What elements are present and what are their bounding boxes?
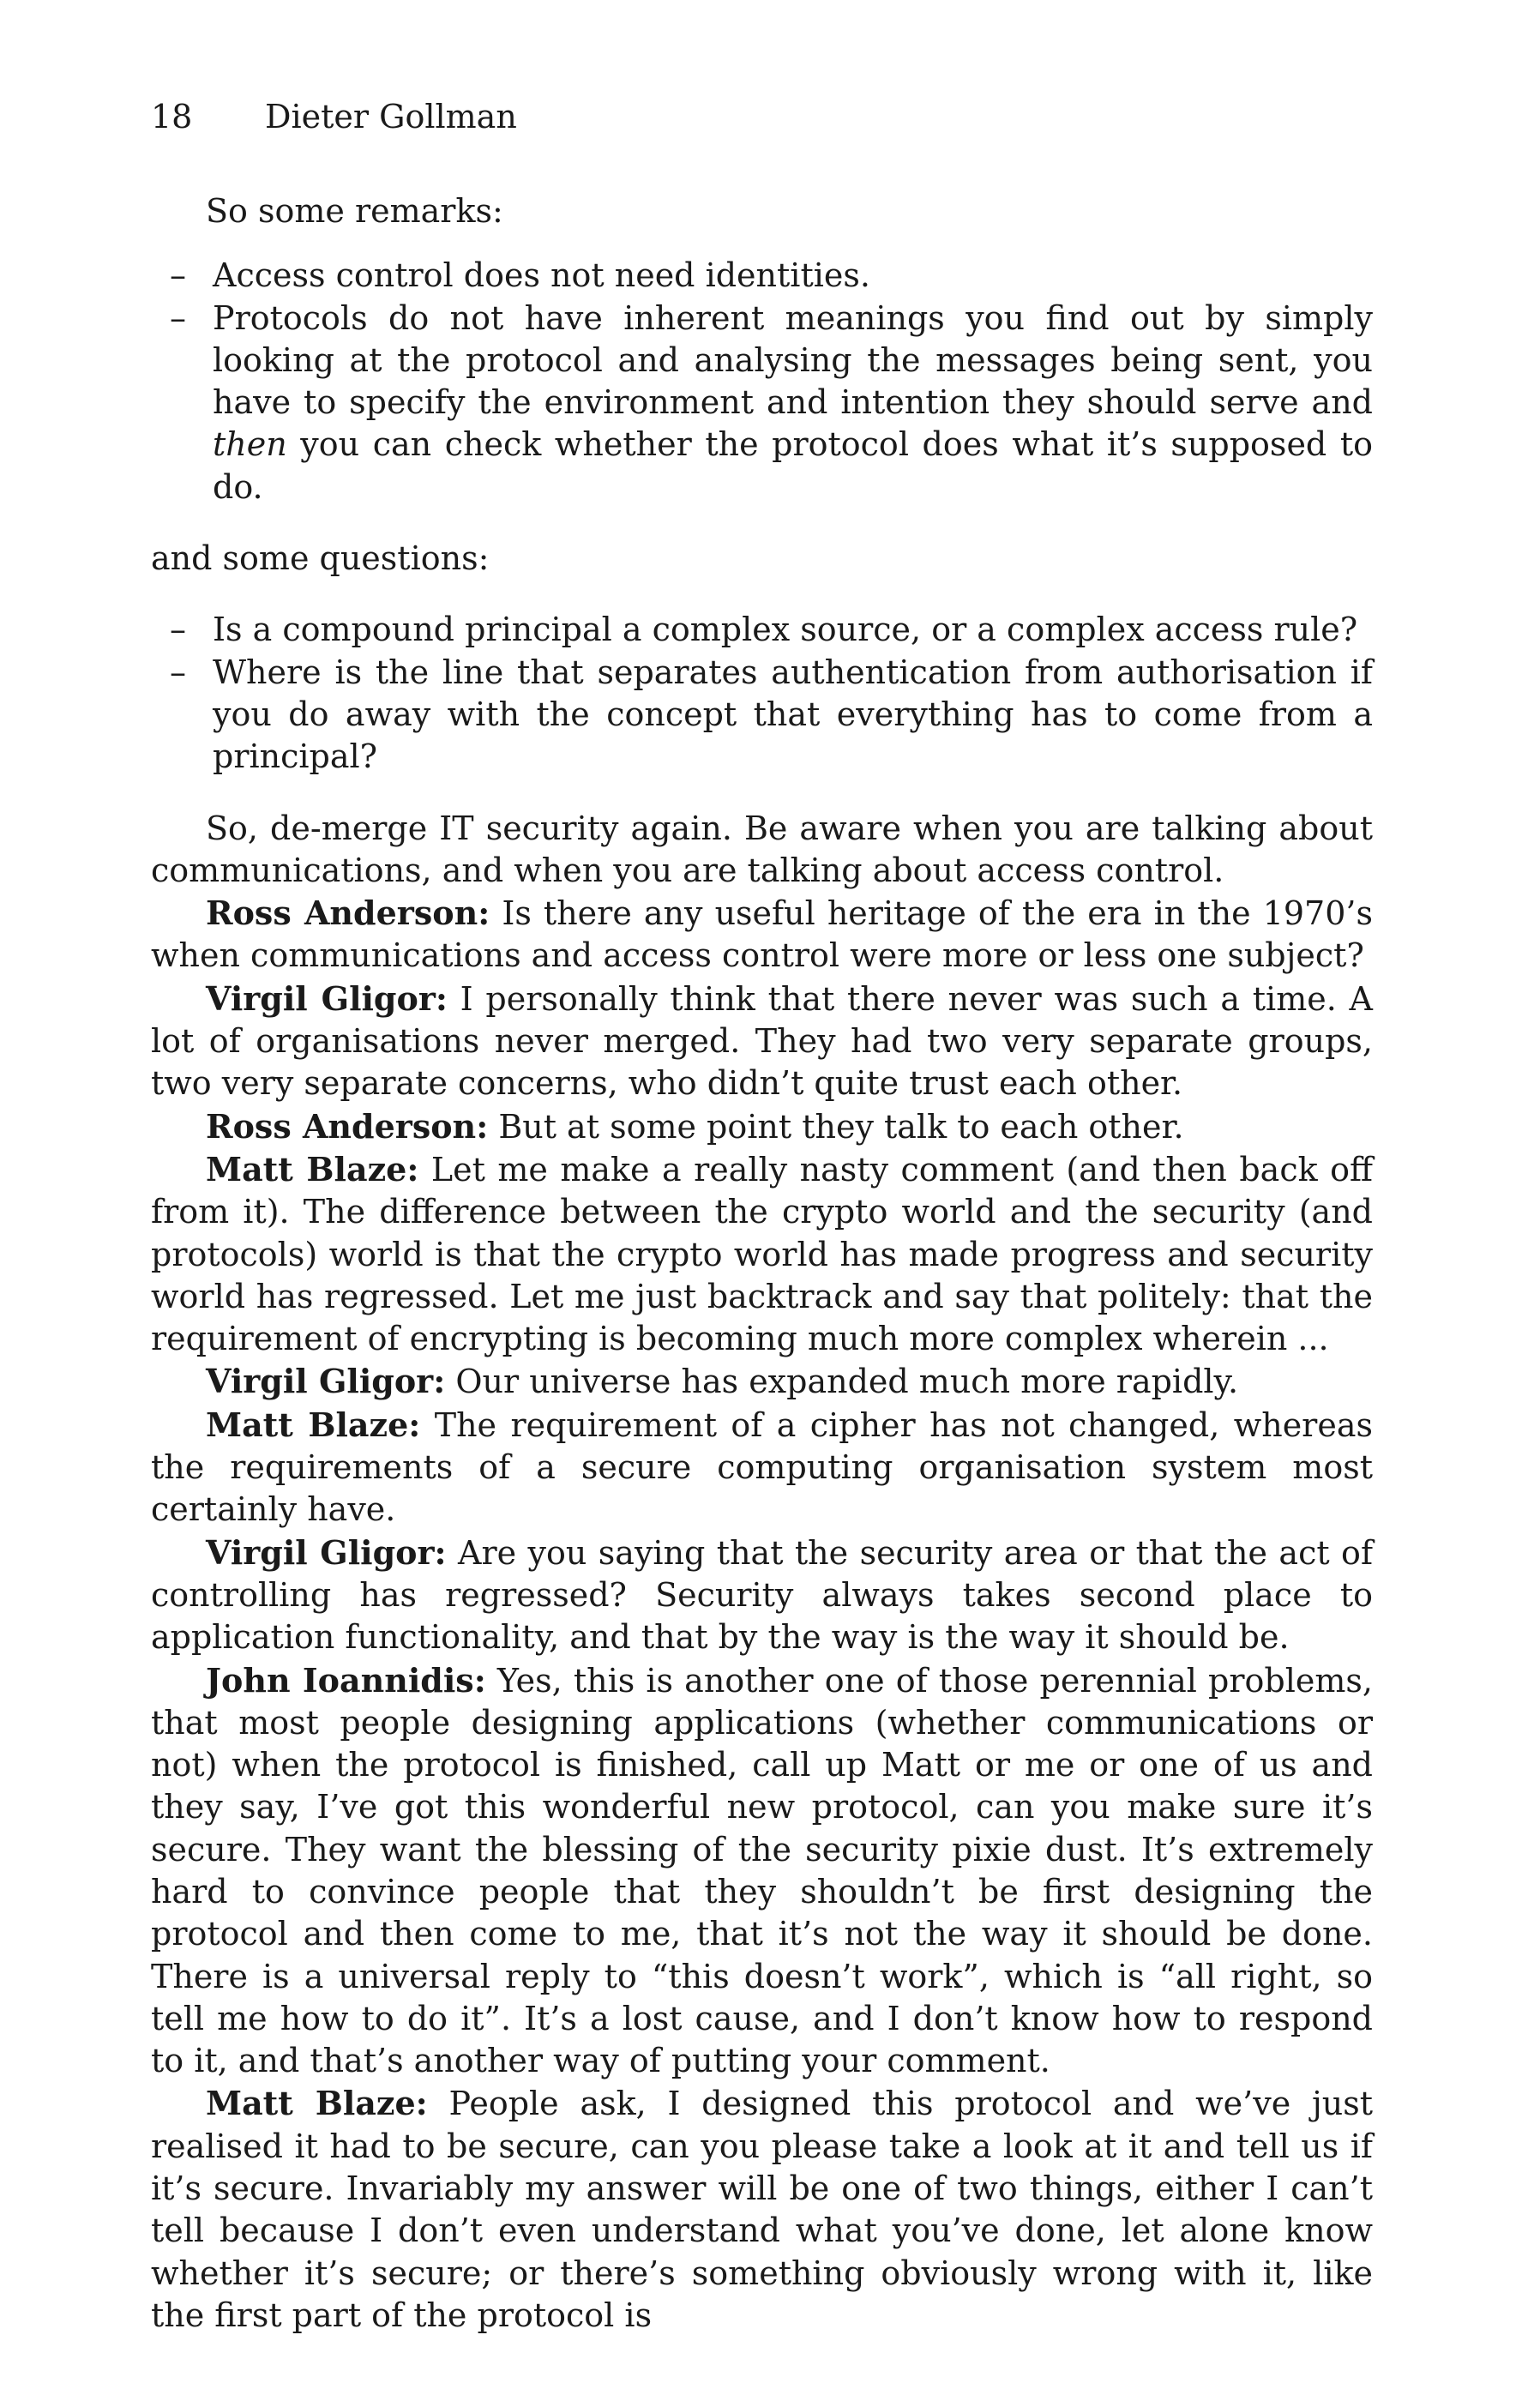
speaker-name: Ross Anderson: — [206, 1106, 489, 1146]
remark-text: you can check whether the protocol does what it’s supposed to do. — [213, 425, 1373, 506]
page-number: 18 — [151, 98, 193, 135]
remark-text: Protocols do not have inherent meanings you find out by simply looking at the protocol and analysing the messages being sent, you have to specify the environment and intention they should serve and — [213, 298, 1373, 422]
question-text: Is a compound principal a complex source, or a complex access rule? — [213, 611, 1358, 649]
speaker-name: Ross Anderson: — [206, 894, 490, 933]
speech-text: Is there any useful heritage of the era in the 1970’s when communications and access control were more or less one subject? — [151, 894, 1373, 975]
spacer — [151, 779, 1373, 808]
speech-text: Let me make a really nasty comment (and then back off from it). The difference between the crypto world and the security (and protocols) world is that the crypto world has made progress and security world has regressed. Let me just backtrack and say that politely: that the requirement of encrypting is becoming much more complex wherein ... — [151, 1150, 1373, 1358]
list-item — [151, 298, 1373, 508]
spacer — [151, 508, 1373, 538]
running-head-author: Dieter Gollman — [265, 98, 517, 135]
questions-intro: and some questions: — [151, 539, 490, 578]
dialogue-turn — [151, 1148, 1373, 1360]
speech-text: Are you saying that the security area or that the act of controlling has regressed? Security always takes second place to application functionality, and that by the way is the way it should be. — [151, 1533, 1374, 1657]
speech-text: But at some point they talk to each other. — [498, 1107, 1184, 1146]
page-body — [151, 190, 1373, 2337]
remarks-intro: So some remarks: — [206, 192, 503, 230]
speech-text: I personally think that there never was such a time. A lot of organisations never merged. They had two very separate groups, two very separate concerns, who didn’t quite trust each other. — [151, 979, 1373, 1103]
dialogue-turn — [151, 1404, 1373, 1531]
remarks-list — [151, 255, 1373, 508]
dash-bullet: – — [170, 653, 186, 691]
speech-text: Yes, this is another one of those perennial problems, that most people designing applications (whether communications or not) when the protocol is finished, call up Matt or me or one of us and they say, I’ve got this wonderful new protocol, can you make sure it’s secure. They want the blessing of the security pixie dust. It’s extremely hard to convince people that they shouldn’t be first designing the protocol and then come to me, that it’s not the way it should be done. There is a universal reply to “this doesn’t work”, which is “all right, so tell me how to do it”. It’s a lost cause, and I don’t know how to respond to it, and that’s another way of putting your comment. — [151, 1661, 1373, 2080]
speaker-name: Virgil Gligor: — [206, 1532, 447, 1572]
dash-bullet: – — [170, 256, 186, 295]
speech-text: People ask, I designed this protocol and we’ve just realised it had to be secure, can you please take a look at it and tell us if it’s secure. Invariably my answer will be one of two things, either I can’t tell because I don’t even understand what you’ve done, let alone know whether it’s secure; or there’s something obviously wrong with it, like the first part of the protocol is — [151, 2085, 1373, 2334]
closing-paragraph: So, de-merge IT security again. Be aware when you are talking about communications, and when you are talking about access control. — [151, 809, 1373, 889]
remark-text: Access control does not need identities. — [213, 256, 870, 295]
speaker-name: Matt Blaze: — [206, 2084, 428, 2123]
dash-bullet: – — [170, 298, 186, 337]
speaker-name: Virgil Gligor: — [206, 978, 448, 1018]
list-item — [151, 652, 1373, 779]
dialogue-turn — [151, 1360, 1373, 1403]
dash-bullet: – — [170, 611, 186, 649]
dialogue-turn — [151, 1659, 1373, 2083]
speaker-name: Virgil Gligor: — [206, 1362, 446, 1401]
list-item — [151, 609, 1373, 651]
dialogue-turn — [151, 2082, 1373, 2337]
questions-list — [151, 609, 1373, 778]
spacer — [151, 580, 1373, 609]
speaker-name: John Ioannidis: — [206, 1660, 486, 1700]
running-head — [151, 96, 517, 138]
list-item — [151, 255, 1373, 297]
spacer — [151, 232, 1373, 255]
dialogue-turn — [151, 892, 1373, 978]
speaker-name: Matt Blaze: — [206, 1149, 419, 1188]
dialogue-turn — [151, 1105, 1373, 1148]
dialogue-turn — [151, 978, 1373, 1105]
speech-text: Our universe has expanded much more rapidly. — [455, 1363, 1239, 1401]
dialogue-turn — [151, 1531, 1373, 1659]
speech-text: The requirement of a cipher has not changed, whereas the requirements of a secure computing organisation system most certainly have. — [151, 1405, 1373, 1529]
remark-emphasis: then — [213, 425, 287, 464]
speaker-name: Matt Blaze: — [206, 1405, 421, 1444]
question-text: Where is the line that separates authentication from authorisation if you do away with the concept that everything has to come from a principal? — [213, 653, 1373, 776]
